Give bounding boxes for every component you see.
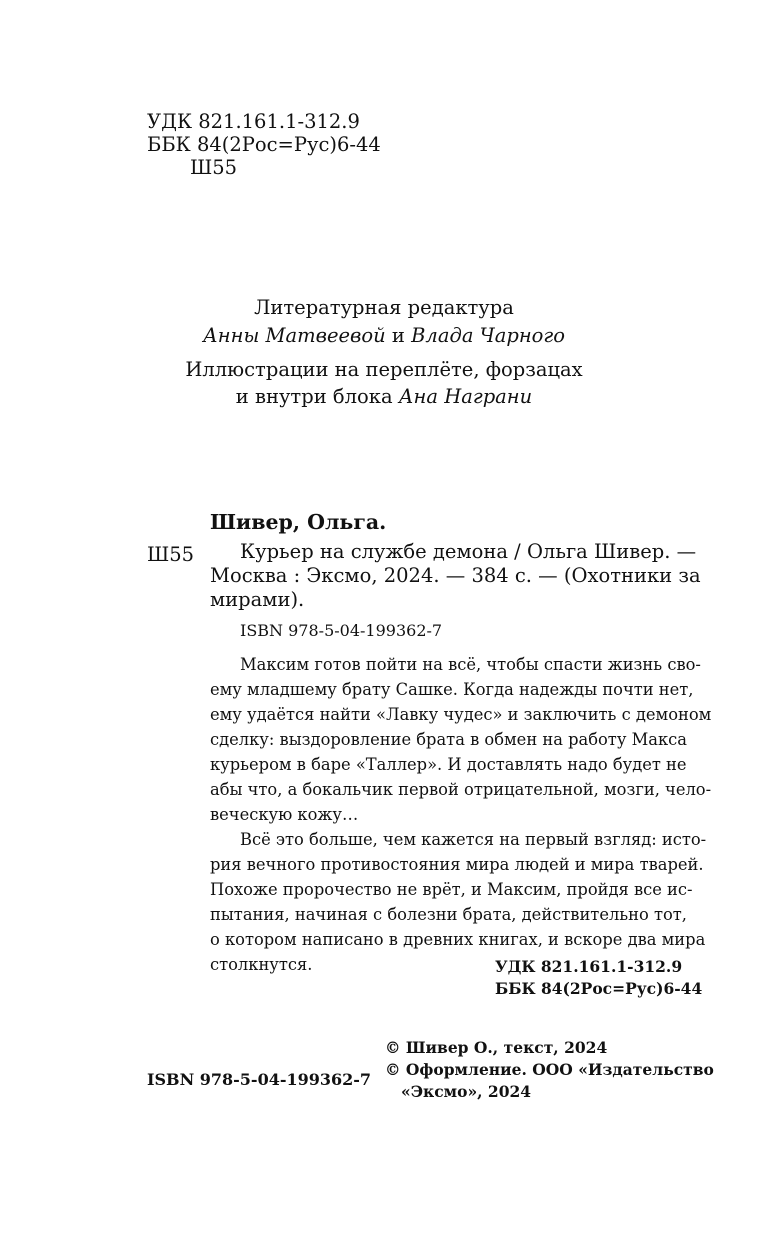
copyright-line: © Оформление. ООО «Издательство — [385, 1060, 714, 1079]
illustration-credit-line2 — [0, 382, 768, 412]
annotation-line: пытания, начиная с болезни брата, действительно тот, — [210, 905, 687, 924]
editor-name-2: Влада Чарного — [411, 324, 566, 347]
udk-code: УДК 821.161.1-312.9 — [147, 110, 360, 133]
annotation-line: сделку: выздоровление брата в обмен на работу Макса — [210, 730, 687, 749]
catalog-description-line: Курьер на службе демона / Ольга Шивер. — — [240, 540, 697, 563]
catalog-author-heading: Шивер, Ольга. — [210, 510, 387, 534]
conjunction: и — [391, 324, 405, 347]
editor-name-1: Анны Матвеевой — [202, 324, 386, 347]
annotation-line: абы что, а бокальчик первой отрицательной, мозги, чело- — [210, 780, 712, 799]
annotation-line: Похоже пророчество не врёт, и Максим, пройдя все ис- — [210, 880, 693, 899]
footer-isbn: ISBN 978-5-04-199362-7 — [147, 1070, 372, 1089]
catalog-description-line: мирами). — [210, 588, 305, 611]
copyright-line: «Эксмо», 2024 — [401, 1082, 532, 1101]
illustration-prefix: и внутри блока — [235, 385, 393, 408]
annotation-line: Всё это больше, чем кажется на первый взгляд: исто- — [240, 830, 707, 849]
annotation-line: веческую кожу… — [210, 805, 359, 824]
bbk-code: ББК 84(2Рос=Рус)6-44 — [147, 133, 381, 156]
catalog-mark: Ш55 — [147, 543, 195, 566]
annotation-line: о котором написано в древних книгах, и вскоре два мира — [210, 930, 706, 949]
illustrator-name: Ана Награни — [398, 385, 533, 408]
illustration-credit-line1: Иллюстрации на переплёте, форзацах — [185, 358, 583, 381]
annotation-line: ему удаётся найти «Лавку чудес» и заключить с демоном — [210, 705, 712, 724]
copyright-line: © Шивер О., текст, 2024 — [385, 1038, 608, 1057]
author-mark: Ш55 — [190, 156, 238, 179]
editorial-credit-line1: Литературная редактура — [254, 296, 514, 319]
annotation-line: курьером в баре «Таллер». И доставлять надо будет не — [210, 755, 687, 774]
bottom-udk-code: УДК 821.161.1-312.9 — [495, 957, 683, 976]
annotation-line: столкнутся. — [210, 955, 313, 974]
annotation-line: ему младшему брату Сашке. Когда надежды почти нет, — [210, 680, 694, 699]
editorial-credit-line2 — [0, 321, 768, 351]
catalog-description-line: Москва : Эксмо, 2024. — 384 с. — (Охотники за — [210, 564, 701, 587]
annotation-line: Максим готов пойти на всё, чтобы спасти жизнь сво- — [240, 655, 701, 674]
catalog-isbn: ISBN 978-5-04-199362-7 — [240, 621, 443, 640]
bottom-bbk-code: ББК 84(2Рос=Рус)6-44 — [495, 979, 703, 998]
annotation-line: рия вечного противостояния мира людей и мира тварей. — [210, 855, 704, 874]
